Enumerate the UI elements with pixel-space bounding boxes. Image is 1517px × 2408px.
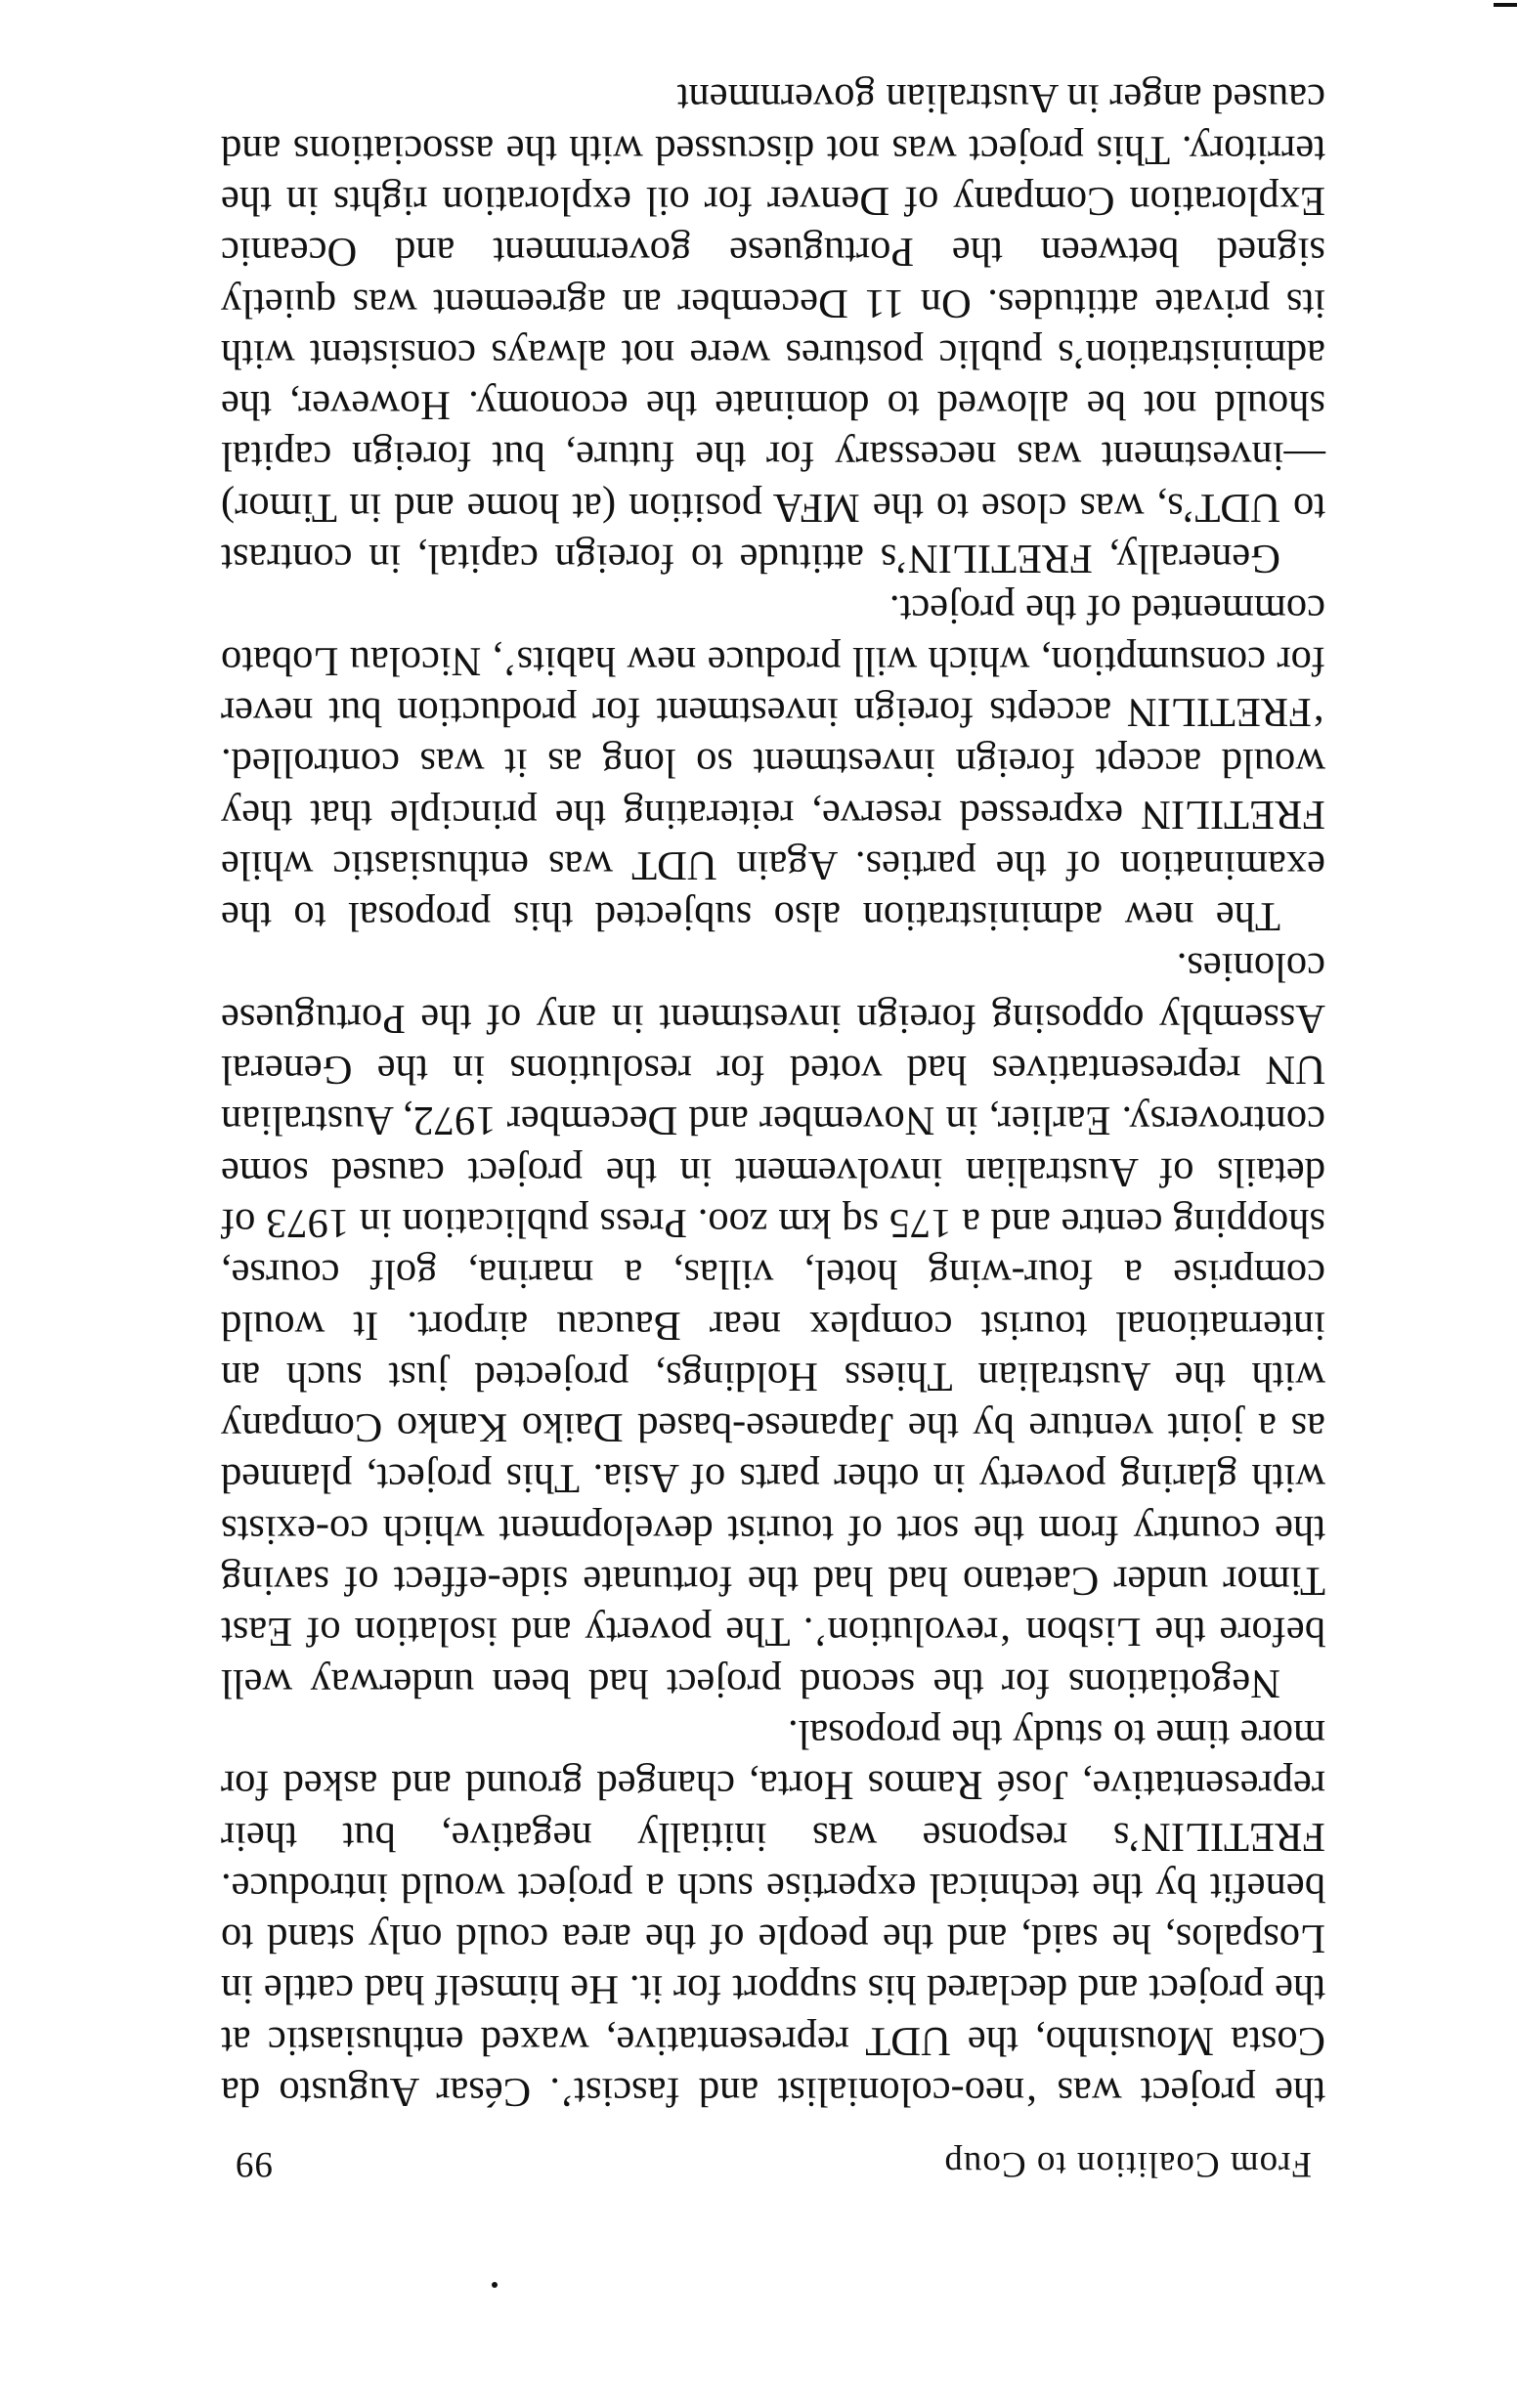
paragraph: Generally, FRETILIN’s attitude to foreign capital, in contrast to UDT’s, was close to the MFA position (at home and in Timor)—investment was necessary for the future, but foreign capital should not be allowed to dominate the economy. However, the administration’s public postures were not always consistent with its private attitudes. On 11 December an agreement was quietly signed between the Portuguese government and Oceanic Exploration Company of Denver for oil exploration rights in the territory. This project was not discussed with the associations and caused anger in Australian government bbox=[221, 75, 1325, 582]
paragraph: the project was ‘neo-colonialist and fascist’. César Augusto da Costa Mousinho, the UDT representative, waxed enthusiastic at the project and declared his support for it. He himself had cattle in Lospalos, he said, and the people of the area could only stand to benefit by the technical expertise such a project would introduce. FRETILIN’s response was initially negative, but their representative, José Ramos Horta, changed ground and asked for more time to study the proposal. bbox=[221, 1710, 1325, 2115]
scan-edge-mark bbox=[1494, 3, 1517, 7]
running-head bbox=[235, 2136, 1312, 2185]
running-title: From Coalition to Coup bbox=[943, 2144, 1312, 2184]
page-number: 99 bbox=[235, 2144, 273, 2184]
body-text bbox=[221, 72, 1325, 2117]
paragraph: Negotiations for the second project had been underway well before the Lisbon ‘revolution’. The poverty and isolation of East Timor under Caetano had had the fortunate side-effect of saving the country from the sort of tourist development which co-exists with glaring poverty in other parts of Asia. This project, planned as a joint venture by the Japanese-based Daiko Kanko Company with the Australian Thiess Holdings, projected just such an international tourist complex near Baucau airport. It would comprise a four-wing hotel, villas, a marina, golf course, shopping centre and a 175 sq km zoo. Press publication in 1973 of details of Australian involvement in the project caused some controversy. Earlier, in November and December 1972, Australian UN representatives had voted for resolutions in the General Assembly opposing foreign investment in any of the Portuguese colonies. bbox=[221, 944, 1325, 1706]
paragraph: The new administration also subjected this proposal to the examination of the parties. Again UDT was enthusiastic while FRETILIN expressed reserve, reiterating the principle that they would accept foreign investment so long as it was controlled. ‘FRETILIN accepts foreign investment for production but never for consumption, which will produce new habits’, Nicolau Lobato commented of the project. bbox=[221, 586, 1325, 940]
print-dot-mark bbox=[492, 2282, 498, 2288]
